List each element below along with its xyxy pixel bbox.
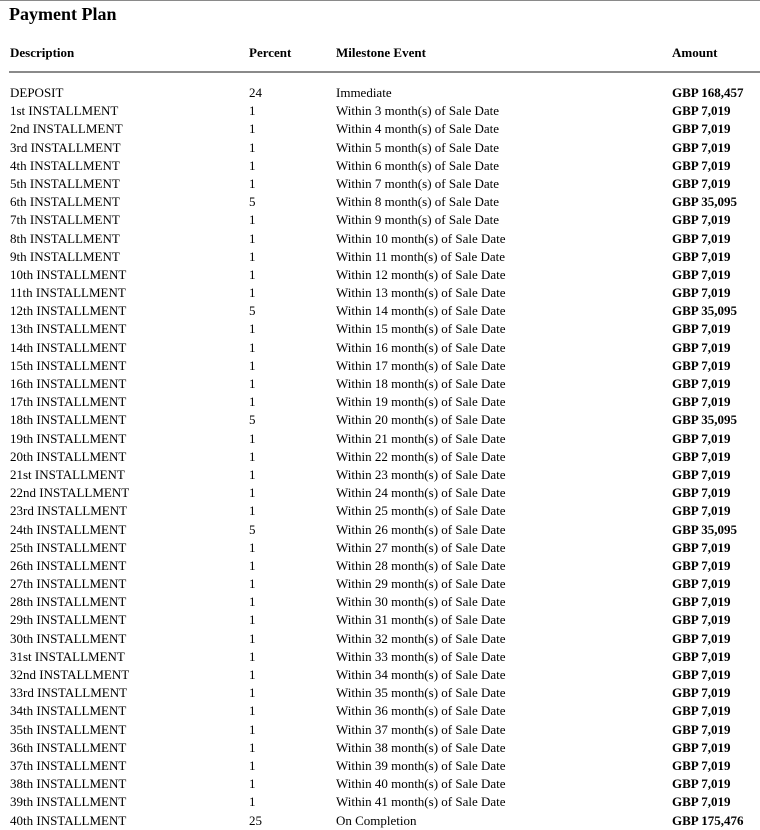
- table-row: [0, 484, 760, 502]
- row-milestone: Within 33 month(s) of Sale Date: [336, 648, 506, 664]
- table-row: [0, 684, 760, 702]
- row-milestone: Within 25 month(s) of Sale Date: [336, 503, 506, 519]
- row-description: DEPOSIT: [10, 85, 64, 100]
- row-percent: 1: [249, 139, 256, 155]
- row-amount: GBP 7,019: [672, 376, 731, 391]
- row-amount: GBP 7,019: [672, 703, 731, 719]
- row-percent: 1: [249, 466, 256, 482]
- table-row: [0, 430, 760, 448]
- row-amount: GBP 35,095: [672, 412, 738, 428]
- row-description: 26th INSTALLMENT: [10, 557, 127, 573]
- row-description: 5th INSTALLMENT: [10, 175, 120, 191]
- row-percent: 1: [249, 503, 256, 519]
- row-percent: 1: [249, 594, 256, 610]
- row-description: 18th INSTALLMENT: [10, 412, 127, 428]
- row-description: 38th INSTALLMENT: [10, 776, 127, 792]
- row-milestone: Within 4 month(s) of Sale Date: [336, 121, 500, 137]
- row-milestone: Within 27 month(s) of Sale Date: [336, 539, 506, 555]
- row-amount: GBP 7,019: [672, 576, 731, 592]
- row-milestone: Within 18 month(s) of Sale Date: [336, 376, 506, 391]
- row-percent: 1: [249, 212, 256, 228]
- row-amount: GBP 168,457: [672, 85, 744, 100]
- row-milestone: Within 12 month(s) of Sale Date: [336, 266, 506, 282]
- row-percent: 1: [249, 321, 256, 337]
- row-milestone: Within 23 month(s) of Sale Date: [336, 466, 506, 482]
- row-percent: 1: [249, 357, 256, 373]
- row-percent: 1: [249, 448, 256, 464]
- row-milestone: Within 10 month(s) of Sale Date: [336, 230, 506, 246]
- row-description: 33rd INSTALLMENT: [10, 685, 128, 701]
- row-description: 16th INSTALLMENT: [10, 376, 127, 391]
- row-amount: GBP 7,019: [672, 721, 731, 737]
- row-amount: GBP 7,019: [672, 248, 731, 264]
- row-description: 36th INSTALLMENT: [10, 739, 127, 755]
- row-percent: 5: [249, 194, 256, 210]
- row-amount: GBP 7,019: [672, 539, 731, 555]
- row-percent: 1: [249, 612, 256, 628]
- payment-table-body: [0, 84, 760, 830]
- row-percent: 1: [249, 703, 256, 719]
- row-amount: GBP 7,019: [672, 594, 731, 610]
- row-milestone: Within 21 month(s) of Sale Date: [336, 430, 506, 446]
- table-row: [0, 721, 760, 739]
- row-milestone: Within 41 month(s) of Sale Date: [336, 794, 506, 810]
- row-milestone: Within 22 month(s) of Sale Date: [336, 448, 506, 464]
- table-row: [0, 248, 760, 266]
- table-row: [0, 702, 760, 720]
- row-percent: 1: [249, 376, 256, 391]
- table-row: [0, 211, 760, 229]
- row-percent: 24: [249, 85, 262, 100]
- table-row: [0, 630, 760, 648]
- table-row: [0, 157, 760, 175]
- row-description: 31st INSTALLMENT: [10, 648, 125, 664]
- table-row: [0, 102, 760, 120]
- table-row: [0, 575, 760, 593]
- row-amount: GBP 7,019: [672, 266, 731, 282]
- row-description: 3rd INSTALLMENT: [10, 139, 121, 155]
- table-row: [0, 266, 760, 284]
- row-amount: GBP 175,476: [672, 812, 744, 828]
- row-description: 34th INSTALLMENT: [10, 703, 127, 719]
- row-percent: 1: [249, 157, 256, 173]
- row-percent: 1: [249, 230, 256, 246]
- row-description: 9th INSTALLMENT: [10, 248, 120, 264]
- row-description: 20th INSTALLMENT: [10, 448, 127, 464]
- row-amount: GBP 7,019: [672, 121, 731, 137]
- row-amount: GBP 7,019: [672, 212, 731, 228]
- table-row: [0, 593, 760, 611]
- row-description: 12th INSTALLMENT: [10, 303, 127, 319]
- row-description: 15th INSTALLMENT: [10, 357, 127, 373]
- table-row: [0, 502, 760, 520]
- row-description: 22nd INSTALLMENT: [10, 485, 130, 501]
- row-milestone: Within 7 month(s) of Sale Date: [336, 175, 500, 191]
- row-description: 35th INSTALLMENT: [10, 721, 127, 737]
- row-milestone: Within 40 month(s) of Sale Date: [336, 776, 506, 792]
- table-row: [0, 611, 760, 629]
- row-amount: GBP 7,019: [672, 557, 731, 573]
- row-percent: 1: [249, 794, 256, 810]
- row-amount: GBP 7,019: [672, 321, 731, 337]
- top-divider: [0, 0, 760, 1]
- row-milestone: Within 8 month(s) of Sale Date: [336, 194, 500, 210]
- row-description: 40th INSTALLMENT: [10, 812, 127, 828]
- row-description: 24th INSTALLMENT: [10, 521, 127, 537]
- row-description: 39th INSTALLMENT: [10, 794, 127, 810]
- row-description: 2nd INSTALLMENT: [10, 121, 123, 137]
- row-percent: 1: [249, 285, 256, 301]
- row-description: 19th INSTALLMENT: [10, 430, 127, 446]
- table-row: [0, 557, 760, 575]
- row-amount: GBP 7,019: [672, 466, 731, 482]
- row-description: 37th INSTALLMENT: [10, 757, 127, 773]
- row-description: 25th INSTALLMENT: [10, 539, 127, 555]
- row-description: 14th INSTALLMENT: [10, 339, 127, 355]
- row-description: 23rd INSTALLMENT: [10, 503, 128, 519]
- table-row: [0, 339, 760, 357]
- row-percent: 1: [249, 539, 256, 555]
- row-amount: GBP 7,019: [672, 794, 731, 810]
- row-percent: 1: [249, 394, 256, 410]
- table-row: [0, 84, 760, 102]
- table-row: [0, 393, 760, 411]
- row-milestone: On Completion: [336, 812, 417, 828]
- column-header-description: Description: [10, 45, 75, 60]
- row-percent: 5: [249, 303, 256, 319]
- row-milestone: Within 24 month(s) of Sale Date: [336, 485, 506, 501]
- row-amount: GBP 7,019: [672, 648, 731, 664]
- row-milestone: Within 15 month(s) of Sale Date: [336, 321, 506, 337]
- row-milestone: Within 38 month(s) of Sale Date: [336, 739, 506, 755]
- table-row: [0, 757, 760, 775]
- row-percent: 1: [249, 103, 256, 119]
- row-amount: GBP 7,019: [672, 630, 731, 646]
- row-description: 10th INSTALLMENT: [10, 266, 127, 282]
- row-milestone: Within 39 month(s) of Sale Date: [336, 757, 506, 773]
- row-description: 1st INSTALLMENT: [10, 103, 119, 119]
- row-percent: 1: [249, 576, 256, 592]
- row-amount: GBP 7,019: [672, 394, 731, 410]
- row-amount: GBP 7,019: [672, 139, 731, 155]
- row-milestone: Within 3 month(s) of Sale Date: [336, 103, 500, 119]
- row-milestone: Within 9 month(s) of Sale Date: [336, 212, 500, 228]
- page-title: Payment Plan: [9, 4, 117, 24]
- table-row: [0, 357, 760, 375]
- table-row: [0, 775, 760, 793]
- row-description: 27th INSTALLMENT: [10, 576, 127, 592]
- column-header-amount: Amount: [672, 45, 718, 60]
- table-row: [0, 230, 760, 248]
- table-header: [0, 44, 760, 62]
- row-milestone: Within 29 month(s) of Sale Date: [336, 576, 506, 592]
- row-description: 28th INSTALLMENT: [10, 594, 127, 610]
- row-amount: GBP 7,019: [672, 776, 731, 792]
- row-milestone: Within 20 month(s) of Sale Date: [336, 412, 506, 428]
- row-amount: GBP 7,019: [672, 339, 731, 355]
- row-percent: 1: [249, 557, 256, 573]
- column-header-milestone: Milestone Event: [336, 45, 426, 60]
- row-milestone: Within 16 month(s) of Sale Date: [336, 339, 506, 355]
- row-amount: GBP 7,019: [672, 230, 731, 246]
- table-row: [0, 466, 760, 484]
- table-row: [0, 411, 760, 429]
- table-row: [0, 666, 760, 684]
- row-percent: 1: [249, 630, 256, 646]
- row-amount: GBP 7,019: [672, 285, 731, 301]
- row-amount: GBP 7,019: [672, 685, 731, 701]
- table-row: [0, 193, 760, 211]
- row-milestone: Within 19 month(s) of Sale Date: [336, 394, 506, 410]
- row-percent: 1: [249, 121, 256, 137]
- row-percent: 1: [249, 339, 256, 355]
- table-row: [0, 793, 760, 811]
- row-amount: GBP 7,019: [672, 667, 731, 682]
- row-milestone: Within 37 month(s) of Sale Date: [336, 721, 506, 737]
- row-milestone: Within 31 month(s) of Sale Date: [336, 612, 506, 628]
- row-amount: GBP 7,019: [672, 430, 731, 446]
- table-row: [0, 320, 760, 338]
- row-amount: GBP 35,095: [672, 194, 738, 210]
- column-header-percent: Percent: [249, 45, 292, 60]
- row-percent: 1: [249, 485, 256, 501]
- row-milestone: Within 30 month(s) of Sale Date: [336, 594, 506, 610]
- table-row: [0, 284, 760, 302]
- header-divider: [9, 71, 760, 73]
- row-percent: 1: [249, 667, 256, 682]
- row-description: 6th INSTALLMENT: [10, 194, 120, 210]
- row-description: 30th INSTALLMENT: [10, 630, 127, 646]
- row-percent: 1: [249, 739, 256, 755]
- table-row: [0, 448, 760, 466]
- row-description: 4th INSTALLMENT: [10, 157, 120, 173]
- row-milestone: Within 5 month(s) of Sale Date: [336, 139, 500, 155]
- row-milestone: Within 35 month(s) of Sale Date: [336, 685, 506, 701]
- table-row: [0, 375, 760, 393]
- row-milestone: Within 17 month(s) of Sale Date: [336, 357, 506, 373]
- row-description: 7th INSTALLMENT: [10, 212, 120, 228]
- row-description: 29th INSTALLMENT: [10, 612, 127, 628]
- table-row: [0, 739, 760, 757]
- row-percent: 1: [249, 430, 256, 446]
- row-amount: GBP 7,019: [672, 357, 731, 373]
- row-amount: GBP 7,019: [672, 448, 731, 464]
- row-percent: 1: [249, 248, 256, 264]
- row-description: 13th INSTALLMENT: [10, 321, 127, 337]
- table-row: [0, 648, 760, 666]
- row-amount: GBP 7,019: [672, 739, 731, 755]
- row-percent: 1: [249, 757, 256, 773]
- row-milestone: Within 36 month(s) of Sale Date: [336, 703, 506, 719]
- row-percent: 1: [249, 721, 256, 737]
- row-percent: 25: [249, 812, 262, 828]
- row-description: 17th INSTALLMENT: [10, 394, 127, 410]
- row-percent: 1: [249, 685, 256, 701]
- row-amount: GBP 7,019: [672, 612, 731, 628]
- row-milestone: Within 11 month(s) of Sale Date: [336, 248, 506, 264]
- table-row: [0, 539, 760, 557]
- row-milestone: Within 26 month(s) of Sale Date: [336, 521, 506, 537]
- table-row: [0, 139, 760, 157]
- row-milestone: Within 28 month(s) of Sale Date: [336, 557, 506, 573]
- row-milestone: Within 6 month(s) of Sale Date: [336, 157, 500, 173]
- row-percent: 1: [249, 175, 256, 191]
- row-amount: GBP 7,019: [672, 157, 731, 173]
- row-percent: 5: [249, 521, 256, 537]
- row-amount: GBP 35,095: [672, 303, 738, 319]
- row-amount: GBP 35,095: [672, 521, 738, 537]
- table-row: [0, 120, 760, 138]
- row-description: 8th INSTALLMENT: [10, 230, 120, 246]
- row-description: 21st INSTALLMENT: [10, 466, 125, 482]
- row-milestone: Within 13 month(s) of Sale Date: [336, 285, 506, 301]
- row-amount: GBP 7,019: [672, 503, 731, 519]
- row-percent: 1: [249, 266, 256, 282]
- row-milestone: Within 34 month(s) of Sale Date: [336, 667, 506, 682]
- row-percent: 1: [249, 648, 256, 664]
- row-milestone: Within 32 month(s) of Sale Date: [336, 630, 506, 646]
- row-percent: 1: [249, 776, 256, 792]
- row-description: 32nd INSTALLMENT: [10, 667, 130, 682]
- row-amount: GBP 7,019: [672, 175, 731, 191]
- row-milestone: Immediate: [336, 85, 392, 100]
- table-row: [0, 302, 760, 320]
- row-milestone: Within 14 month(s) of Sale Date: [336, 303, 506, 319]
- row-amount: GBP 7,019: [672, 485, 731, 501]
- row-percent: 5: [249, 412, 256, 428]
- table-row: [0, 175, 760, 193]
- table-row: [0, 521, 760, 539]
- row-amount: GBP 7,019: [672, 757, 731, 773]
- row-amount: GBP 7,019: [672, 103, 731, 119]
- row-description: 11th INSTALLMENT: [10, 285, 126, 301]
